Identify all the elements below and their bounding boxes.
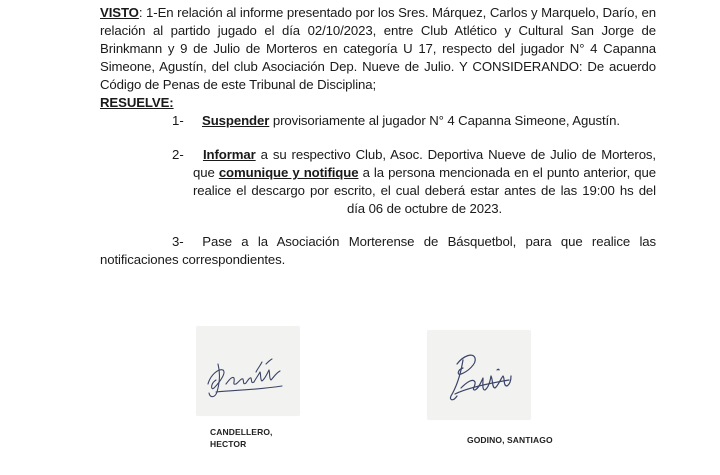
resuelve-label: RESUELVE:	[100, 95, 174, 110]
item-3-body: Pase a la Asociación Morterense de Básquetbol, para que realice las notificaciones correspondientes.	[100, 234, 656, 267]
signature-1-name-line2: HECTOR	[210, 439, 247, 449]
item-2-text	[193, 146, 656, 218]
item-3-text	[100, 233, 656, 269]
item-1-keyword: Suspender	[202, 113, 270, 128]
item-1-body: provisoriamente al jugador N° 4 Capanna Simeone, Agustín.	[269, 113, 620, 128]
item-3-number: 3-	[172, 234, 184, 249]
signature-1-name-line1: CANDELLERO,	[210, 427, 273, 437]
signature-2-name: GODINO, SANTIAGO	[467, 435, 553, 445]
item-2-body-a: a su respectivo Club, Asoc. Deportiva Nueve de Julio de Morteros, que	[193, 147, 656, 180]
visto-paragraph	[100, 4, 656, 112]
signature-candellero	[196, 326, 300, 416]
item-2-number: 2-	[172, 147, 184, 162]
signature-godino-scribble	[427, 330, 531, 420]
signature-candellero-scribble	[196, 326, 300, 416]
item-1-text	[202, 112, 662, 130]
item-2-keyword: Informar	[202, 147, 256, 162]
item-1-number: 1-	[172, 113, 184, 128]
visto-label: VISTO	[100, 5, 139, 20]
visto-text: : 1-En relación al informe presentado por los Sres. Márquez, Carlos y Marquelo, Darío, en relación al partido jugado el día 02/10/2023, entre Club Atlético y Cultural San Jorge de Brinkmann y 9 de Julio de Morteros en categoría U 17, respecto del jugador N° 4 Capanna Simeone, Agustín, del club Asociación Dep. Nueve de Julio. Y CONSIDERANDO: De acuerdo Código de Penas de este Tribunal de Disciplina;	[100, 5, 656, 92]
signature-1-name	[210, 426, 273, 450]
item-2-keyword-b: comunique y notifique	[218, 165, 359, 180]
item-2-body-b: a la persona mencionada en el punto anterior, que realice el descargo por escrito, el cual deberá estar antes de las 19:00 hs del día 06 de octubre de 2023.	[193, 165, 656, 216]
signature-godino	[427, 330, 531, 420]
